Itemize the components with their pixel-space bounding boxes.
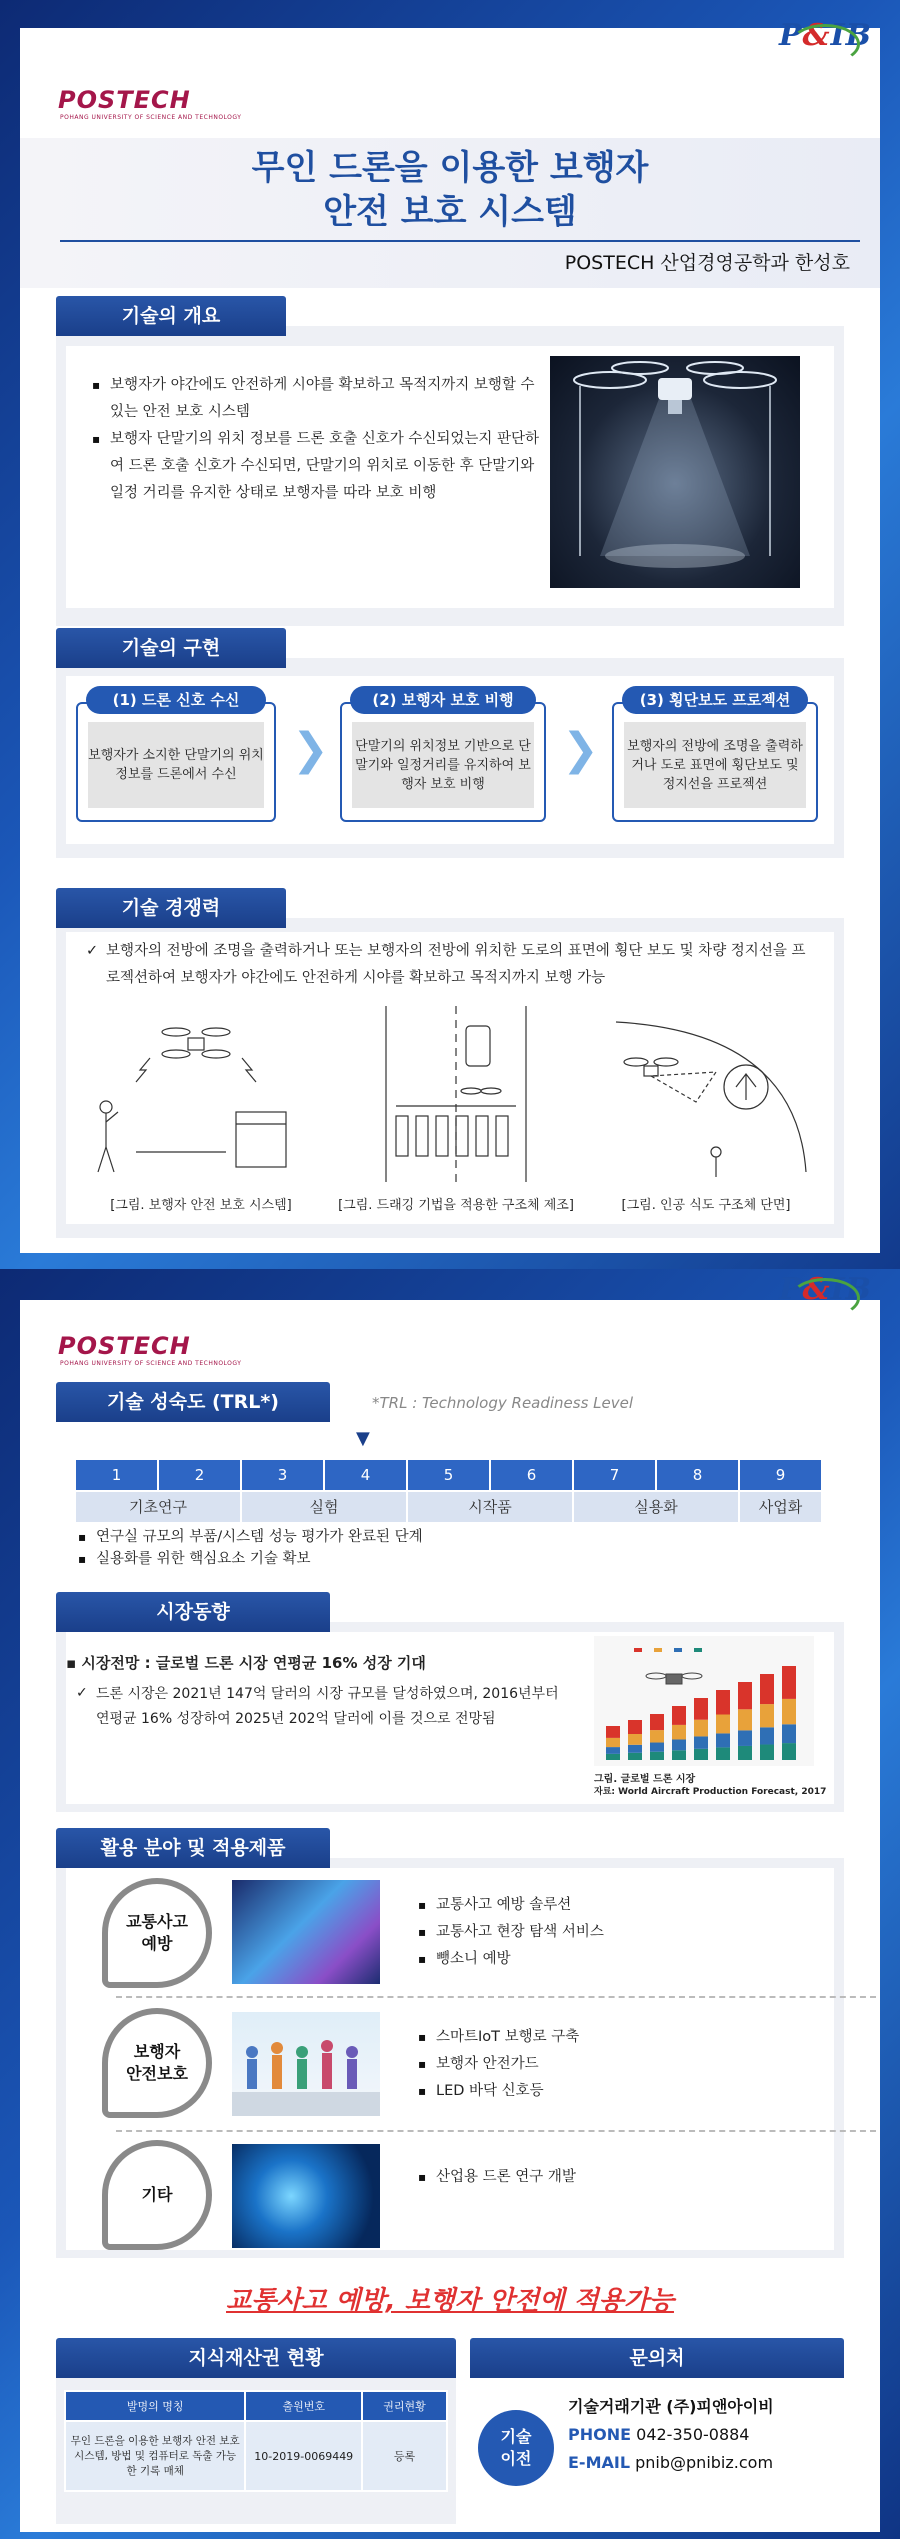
market-bar-segment bbox=[628, 1734, 642, 1745]
crosswalk-projection-figure bbox=[346, 1006, 566, 1182]
trl-bullets bbox=[76, 1526, 776, 1570]
pedestrians-illustration bbox=[232, 2012, 380, 2116]
drone-projection-figure bbox=[596, 1012, 826, 1182]
page-title-line2: 안전 보호 시스템 bbox=[323, 192, 577, 232]
app-product: ▪ LED 바닥 신호등 bbox=[416, 2078, 796, 2105]
implementation-heading: 기술의 구현 bbox=[56, 628, 286, 668]
contact-organization: 기술거래기관 (주)피앤아이비 bbox=[568, 2397, 774, 2416]
divider bbox=[116, 1996, 876, 1998]
ip-col-name: 발명의 명칭 bbox=[65, 2391, 245, 2421]
trl-level-cell: 5 bbox=[408, 1460, 489, 1490]
pnib-logo: P&IB bbox=[778, 1272, 872, 1307]
trl-level-cell: 2 bbox=[159, 1460, 240, 1490]
ip-name-cell: 무인 드론을 이용한 보행자 안전 보호 시스템, 방법 및 컴퓨터로 독출 가능한 기록 매체 bbox=[65, 2421, 245, 2491]
market-bar-segment bbox=[694, 1720, 708, 1737]
ip-heading: 지식재산권 현황 bbox=[56, 2338, 456, 2378]
check-icon: ✓ bbox=[76, 1685, 88, 1701]
market-bar-segment bbox=[782, 1699, 796, 1724]
trl-phase-cell: 실험 bbox=[242, 1492, 406, 1522]
system-diagram-figure bbox=[76, 1012, 326, 1182]
ip-table bbox=[64, 2390, 448, 2492]
market-figure-source: 자료: World Aircraft Production Forecast, 2017 bbox=[594, 1787, 827, 1797]
page-title-line1: 무인 드론을 이용한 보행자 bbox=[251, 148, 649, 188]
chevron-right-icon: ❯ bbox=[292, 724, 329, 775]
market-bar-segment bbox=[694, 1736, 708, 1748]
ip-col-status: 권리현황 bbox=[362, 2391, 447, 2421]
app-products-other bbox=[416, 2164, 796, 2191]
app-product: ▪ 뺑소니 예방 bbox=[416, 1946, 796, 1973]
market-bar-segment bbox=[782, 1743, 796, 1760]
pnib-logo: P&IB bbox=[778, 18, 872, 53]
app-category-traffic: 교통사고 예방 bbox=[102, 1878, 212, 1988]
market-bar-segment bbox=[650, 1752, 664, 1760]
trl-level-cell: 1 bbox=[76, 1460, 157, 1490]
market-content bbox=[66, 1632, 834, 1804]
market-bar-segment bbox=[760, 1727, 774, 1744]
flyer-page-2 bbox=[20, 1300, 880, 2532]
app-products-pedestrian bbox=[416, 2024, 796, 2105]
postech-logo-subtitle: POHANG UNIVERSITY OF SCIENCE AND TECHNOLOGY bbox=[60, 114, 242, 121]
trl-level-cell: 4 bbox=[325, 1460, 406, 1490]
market-bar-segment bbox=[716, 1715, 730, 1734]
market-bar-segment bbox=[760, 1674, 774, 1704]
competitiveness-content bbox=[66, 932, 834, 1224]
market-bar-segment bbox=[694, 1749, 708, 1760]
table-row bbox=[65, 2421, 447, 2491]
market-bar-segment bbox=[716, 1747, 730, 1760]
applications-heading: 활용 분야 및 적용제품 bbox=[56, 1828, 330, 1868]
trl-level-cell: 9 bbox=[740, 1460, 821, 1490]
figure-caption: [그림. 드래깅 기법을 적용한 구조체 제조] bbox=[338, 1198, 574, 1213]
market-bar-segment bbox=[628, 1745, 642, 1753]
market-bar-segment bbox=[760, 1704, 774, 1727]
market-bar-segment bbox=[628, 1753, 642, 1760]
market-figure-caption: 그림. 글로벌 드론 시장 bbox=[594, 1774, 696, 1785]
trl-footnote: *TRL : Technology Readiness Level bbox=[372, 1394, 634, 1412]
app-category-other: 기타 bbox=[102, 2140, 212, 2250]
figure-caption: [그림. 인공 식도 구조체 단면] bbox=[621, 1198, 791, 1213]
market-bar-segment bbox=[650, 1730, 664, 1742]
title-divider bbox=[60, 240, 860, 242]
app-product: ▪ 교통사고 예방 솔루션 bbox=[416, 1892, 796, 1919]
market-bar-segment bbox=[782, 1666, 796, 1699]
app-category-pedestrian: 보행자 안전보호 bbox=[102, 2008, 212, 2118]
trl-current-marker-icon: ▼ bbox=[356, 1428, 370, 1449]
overview-heading: 기술의 개요 bbox=[56, 296, 286, 336]
overview-content bbox=[66, 346, 834, 608]
market-bar-segment bbox=[606, 1754, 620, 1760]
market-text: 드론 시장은 2021년 147억 달러의 시장 규모를 달성하였으며, 2016년부터 연평균 16% 성장하여 2025년 202억 달러에 이를 것으로 전망됨 bbox=[96, 1686, 559, 1727]
postech-logo: POSTECH bbox=[58, 1332, 191, 1360]
competitiveness-text: 보행자의 전방에 조명을 출력하거나 또는 보행자의 전방에 위치한 도로의 표면에 횡단 보도 및 차량 정지선을 프로젝션하여 보행자가 야간에도 안전하게 시야를 확보하고 목적지까지 보행 가능 bbox=[106, 943, 806, 986]
applications-content bbox=[66, 1868, 834, 2250]
divider bbox=[116, 2130, 876, 2132]
market-bar-segment bbox=[760, 1745, 774, 1760]
market-bar-segment bbox=[716, 1690, 730, 1715]
trl-level-cell: 8 bbox=[657, 1460, 738, 1490]
overview-bullet: ▪ 보행자 단말기의 위치 정보를 드론 호출 신호가 수신되었는지 판단하여 드론 호출 신호가 수신되면, 단말기의 위치로 이동한 후 단말기와 일정 거리를 유지한 상태로 보행자를 따라 보호 비행 bbox=[90, 426, 540, 507]
postech-logo-subtitle: POHANG UNIVERSITY OF SCIENCE AND TECHNOLOGY bbox=[60, 1360, 242, 1367]
contact-email[interactable]: E-MAIL pnib@pnibiz.com bbox=[568, 2453, 774, 2472]
overview-bullet: ▪ 보행자가 야간에도 안전하게 시야를 확보하고 목적지까지 보행할 수 있는 안전 보호 시스템 bbox=[90, 372, 540, 426]
market-bar-segment bbox=[716, 1733, 730, 1747]
contact-phone: PHONE 042-350-0884 bbox=[568, 2425, 750, 2444]
postech-logo: POSTECH bbox=[58, 86, 191, 114]
market-bar-segment bbox=[694, 1698, 708, 1720]
market-bar-segment bbox=[606, 1738, 620, 1747]
app-product: ▪ 산업용 드론 연구 개발 bbox=[416, 2164, 796, 2191]
market-bar-segment bbox=[738, 1730, 752, 1746]
market-heading: 시장동향 bbox=[56, 1592, 330, 1632]
market-headline: ▪ 시장전망 : 글로벌 드론 시장 연평균 16% 성장 기대 bbox=[66, 1654, 426, 1672]
market-bar-segment bbox=[738, 1709, 752, 1730]
market-bar-segment bbox=[672, 1750, 686, 1760]
step-2-title: (2) 보행자 보호 비행 bbox=[350, 686, 536, 714]
app-product: ▪ 교통사고 현장 탐색 서비스 bbox=[416, 1919, 796, 1946]
market-bar-segment bbox=[606, 1747, 620, 1754]
overview-bullets bbox=[90, 372, 540, 507]
pedestrian-illustration-image bbox=[232, 2012, 380, 2116]
market-bar-segment bbox=[650, 1714, 664, 1730]
tech-transfer-badge: 기술 이전 bbox=[478, 2410, 554, 2486]
trl-level-cell: 3 bbox=[242, 1460, 323, 1490]
application-slogan: 교통사고 예방, 보행자 안전에 적용가능 bbox=[226, 2286, 674, 2316]
market-bar-segment bbox=[628, 1720, 642, 1734]
market-bar-segment bbox=[650, 1743, 664, 1752]
trl-phase-cell: 시작품 bbox=[408, 1492, 572, 1522]
app-product: ▪ 보행자 안전가드 bbox=[416, 2051, 796, 2078]
ip-number-cell: 10-2019-0069449 bbox=[245, 2421, 362, 2491]
trl-level-cell: 6 bbox=[491, 1460, 572, 1490]
app-product: ▪ 스마트IoT 보행로 구축 bbox=[416, 2024, 796, 2051]
drone-illustration bbox=[550, 356, 800, 588]
flyer-page-1 bbox=[20, 28, 880, 1253]
competitiveness-heading: 기술 경쟁력 bbox=[56, 888, 286, 928]
market-bar-segment bbox=[672, 1739, 686, 1750]
ip-col-number: 출원번호 bbox=[245, 2391, 362, 2421]
trl-phase-cell: 기초연구 bbox=[76, 1492, 240, 1522]
trl-phase-cell: 사업화 bbox=[740, 1492, 821, 1522]
market-bar-segment bbox=[738, 1746, 752, 1760]
trl-bullet: ▪ 실용화를 위한 핵심요소 기술 확보 bbox=[76, 1548, 776, 1570]
market-bar-segment bbox=[738, 1682, 752, 1709]
pnib-logo-arc bbox=[790, 24, 860, 64]
trl-heading: 기술 성숙도 (TRL*) bbox=[56, 1382, 330, 1422]
market-bar-segment bbox=[606, 1726, 620, 1738]
step-3-title: (3) 횡단보도 프로젝션 bbox=[622, 686, 808, 714]
trl-phase-cell: 실용화 bbox=[574, 1492, 738, 1522]
ip-status-cell: 등록 bbox=[362, 2421, 447, 2491]
figure-caption: [그림. 보행자 안전 보호 시스템] bbox=[110, 1198, 292, 1213]
market-chart-image bbox=[594, 1636, 814, 1766]
market-bar-segment bbox=[672, 1706, 686, 1725]
pnib-logo-arc bbox=[790, 1278, 860, 1318]
market-bar-chart bbox=[594, 1636, 814, 1766]
contact-heading: 문의처 bbox=[470, 2338, 844, 2378]
step-2-body: 단말기의 위치정보 기반으로 단말기와 일정거리를 유지하여 보행자 보호 비행 bbox=[352, 722, 534, 808]
step-3-body: 보행자의 전방에 조명을 출력하거나 도로 표면에 횡단보도 및 정지선을 프로젝션 bbox=[624, 722, 806, 808]
trl-bullet: ▪ 연구실 규모의 부품/시스템 성능 평가가 완료된 단계 bbox=[76, 1526, 776, 1548]
market-bar-segment bbox=[782, 1724, 796, 1743]
app-products-traffic bbox=[416, 1892, 796, 1973]
step-1-body: 보행자가 소지한 단말기의 위치정보를 드론에서 수신 bbox=[88, 722, 264, 808]
trl-level-cell: 7 bbox=[574, 1460, 655, 1490]
traffic-smart-city-image bbox=[232, 1880, 380, 1984]
check-icon: ✓ bbox=[86, 943, 99, 959]
step-1-title: (1) 드론 신호 수신 bbox=[86, 686, 266, 714]
author-line: POSTECH 산업경영공학과 한성호 bbox=[564, 252, 850, 274]
chevron-right-icon: ❯ bbox=[562, 724, 599, 775]
drone-night-photo bbox=[550, 356, 800, 588]
implementation-content bbox=[66, 676, 834, 844]
market-bar-segment bbox=[672, 1725, 686, 1740]
circuit-board-image bbox=[232, 2144, 380, 2248]
